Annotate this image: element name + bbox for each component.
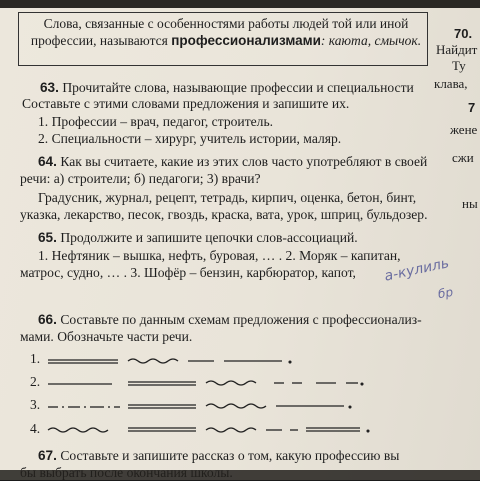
right-col-line-1: Найдит: [436, 42, 478, 57]
ex66-line-2: мами. Обозначьте части речи.: [20, 329, 193, 344]
ex64-line-2: речи: а) строители; б) педагоги; 3) врачи?: [20, 171, 261, 186]
page-bottom-edge: [0, 470, 480, 480]
ex64-line-3: Градусник, журнал, рецепт, тетрадь, кирпич, оценка, бетон, бинт,: [38, 190, 417, 205]
rule-line-1: Слова, связанные с особенностями работы людей той или иной: [43, 16, 409, 31]
ex65-line-1: 65. Продолжите и запишите цепочки слов-ассоциаций.: [38, 230, 358, 245]
ex63-line-2: Составьте с этими словами предложения и запишите их.: [22, 96, 350, 111]
ex63-item-1: 1. Профессии – врач, педагог, строитель.: [38, 114, 274, 129]
right-col-line-2: Ту: [452, 58, 466, 73]
right-col-line-6: сжи: [452, 150, 474, 165]
handwritten-note-1: а-кулиль: [383, 255, 451, 285]
scheme-4-number: 4.: [30, 421, 41, 436]
rule-examples: : каюта, смычок.: [320, 33, 422, 48]
right-col-line-5: жене: [450, 122, 478, 137]
ex65-line-3: матрос, судно, … . 3. Шофёр – бензин, карбюратор, капот,: [20, 265, 356, 280]
ex64-line-1: 64. Как вы считаете, какие из этих слов часто употребляют в своей: [38, 154, 428, 169]
scheme-1-lines: [48, 359, 291, 363]
scheme-3-lines: [48, 404, 351, 408]
scheme-3-number: 3.: [30, 397, 41, 412]
right-col-line-7: ны: [462, 196, 478, 211]
handwritten-note-2: бр: [436, 284, 455, 302]
scheme-4-lines: [48, 428, 369, 432]
scheme-1-number: 1.: [30, 351, 41, 366]
scheme-2-lines: [48, 381, 363, 385]
rule-term: профессионализмами: [171, 33, 321, 48]
right-col-line-3: клава,: [434, 76, 468, 91]
ex64-line-4: указка, лекарство, песок, гвоздь, краска, вата, урок, шприц, бульдозер.: [20, 207, 428, 222]
ex65-line-2: 1. Нефтяник – вышка, нефть, буровая, … . 2. Моряк – капитан,: [38, 248, 401, 263]
rule-line-2: профессии, называются профессионализмами: каюта, смычок.: [30, 33, 422, 48]
ex66-line-1: 66. Составьте по данным схемам предложения с профессионализ-: [38, 312, 422, 327]
ex63-item-2: 2. Специальности – хирург, учитель истории, маляр.: [38, 131, 342, 146]
ex70-number: 70.: [454, 26, 473, 41]
ex63-line-1: 63. Прочитайте слова, называющие профессии и специальности: [40, 80, 414, 95]
ex67-line-1: 67. Составьте и запишите рассказ о том, какую профессию вы: [38, 448, 400, 463]
right-col-line-4: 7: [468, 100, 476, 115]
scheme-2-number: 2.: [30, 374, 41, 389]
